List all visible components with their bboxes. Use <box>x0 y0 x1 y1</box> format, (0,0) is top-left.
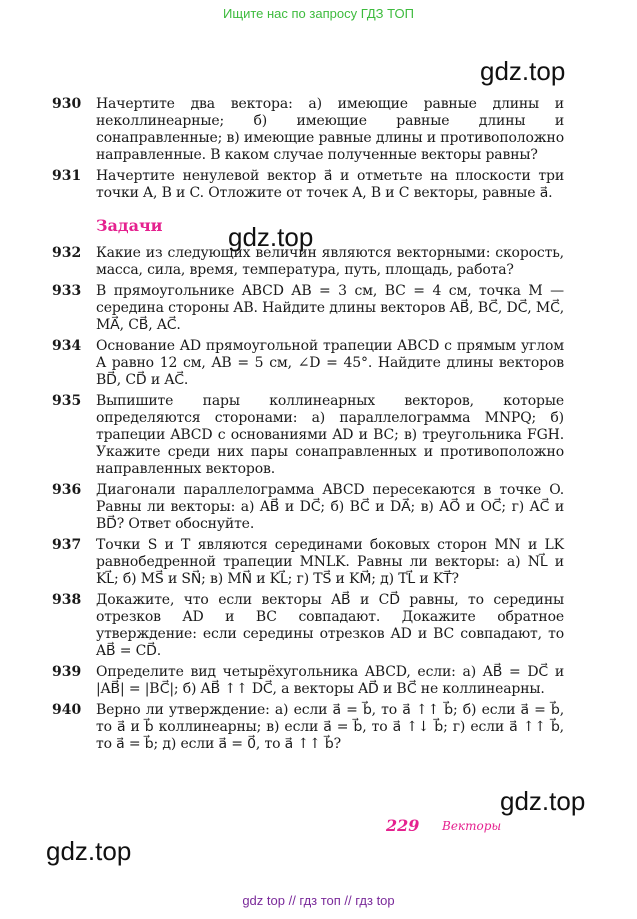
problem-item <box>52 168 564 202</box>
problem-text: Основание AD прямоугольной трапеции ABCD с прямым углом A равно 12 см, AB = 5 см, ∠D = 45°. Найдите длины векторов BD⃗, CD⃗ и AC⃗. <box>96 338 564 388</box>
problem-text: Точки S и T являются серединами боковых сторон MN и LK равнобедренной трапеции MNLK. Равны ли векторы: а) NL⃗ и KL⃗; б) MS⃗ и SN⃗; в) MN⃗ и KL⃗; г) TS⃗ и KM⃗; д) TL⃗ и KT⃗? <box>96 537 564 587</box>
problem-group-tasks <box>52 245 564 753</box>
problem-number: 934 <box>52 338 82 354</box>
problem-text: Какие из следующих величин являются векторными: скорость, масса, сила, время, температура, путь, площадь, работа? <box>96 245 564 278</box>
watermark: gdz.top <box>480 56 566 86</box>
problem-number: 937 <box>52 537 82 553</box>
problem-text: Определите вид четырёхугольника ABCD, если: а) AB⃗ = DC⃗ и |AB⃗| = |BC⃗|; б) AB⃗ ↑↑ DC⃗, а векторы AD⃗ и BC⃗ не коллинеарны. <box>96 664 564 697</box>
problem-item <box>52 245 564 279</box>
problem-list <box>52 96 564 757</box>
top-search-hint[interactable]: Ищите нас по запросу ГДЗ ТОП <box>223 6 414 21</box>
problem-text: Выпишите пары коллинеарных векторов, которые определяются сторонами: а) параллелограмма MNPQ; б) трапеции ABCD с основаниями AD и BC; в) треугольника FGH. Укажите среди них пары сонаправленных и противоположно направленных векторов. <box>96 393 564 477</box>
problem-item <box>52 338 564 389</box>
problem-number: 935 <box>52 393 82 409</box>
problem-item <box>52 283 564 334</box>
problem-number: 930 <box>52 96 82 112</box>
problem-text: Начертите ненулевой вектор a⃗ и отметьте на плоскости три точки A, B и C. Отложите от точек A, B и C векторы, равные a⃗. <box>96 168 564 201</box>
section-title: Задачи <box>96 216 163 235</box>
page-number: 229 <box>386 816 420 835</box>
problem-number: 940 <box>52 702 82 718</box>
watermark: gdz.top <box>46 836 132 866</box>
problem-number: 931 <box>52 168 82 184</box>
problem-text: Диагонали параллелограмма ABCD пересекаются в точке O. Равны ли векторы: а) AB⃗ и DC⃗; б) BC⃗ и DA⃗; в) AO⃗ и OC⃗; г) AC⃗ и BD⃗? Ответ обоснуйте. <box>96 482 564 532</box>
problem-number: 932 <box>52 245 82 261</box>
watermark: gdz.top <box>500 786 586 816</box>
problem-item <box>52 664 564 698</box>
problem-group-exercises <box>52 96 564 202</box>
problem-item <box>52 482 564 533</box>
problem-text: Верно ли утверждение: а) если a⃗ = b⃗, то a⃗ ↑↑ b⃗; б) если a⃗ = b⃗, то a⃗ и b⃗ коллинеарны; в) если a⃗ = b⃗, то a⃗ ↑↓ b⃗; г) если a⃗ ↑↑ b⃗, то a⃗ = b⃗; д) если a⃗ = 0⃗, то a⃗ ↑↑ b⃗? <box>96 702 564 752</box>
page-running-title: Векторы <box>442 819 502 833</box>
footer-links[interactable]: gdz top // гдз топ // гдз top <box>242 893 395 908</box>
problem-item <box>52 537 564 588</box>
problem-item <box>52 702 564 753</box>
problem-text: В прямоугольнике ABCD AB = 3 см, BC = 4 см, точка M — середина стороны AB. Найдите длины векторов AB⃗, BC⃗, DC⃗, MC⃗, MA⃗, CB⃗, AC⃗. <box>96 283 564 333</box>
problem-item <box>52 393 564 478</box>
problem-number: 939 <box>52 664 82 680</box>
problem-number: 933 <box>52 283 82 299</box>
problem-text: Докажите, что если векторы AB⃗ и CD⃗ равны, то середины отрезков AD и BC совпадают. Докажите обратное утверждение: если середины отрезков AD и BC совпадают, то AB⃗ = CD⃗. <box>96 592 564 659</box>
problem-item <box>52 96 564 164</box>
problem-number: 938 <box>52 592 82 608</box>
problem-text: Начертите два вектора: а) имеющие равные длины и неколлинеарные; б) имеющие равные длины и сонаправленные; в) имеющие равные длины и противоположно направленные. В каком случае полученные векторы равны? <box>96 96 564 163</box>
problem-number: 936 <box>52 482 82 498</box>
problem-item <box>52 592 564 660</box>
watermark: gdz.top <box>228 222 314 252</box>
